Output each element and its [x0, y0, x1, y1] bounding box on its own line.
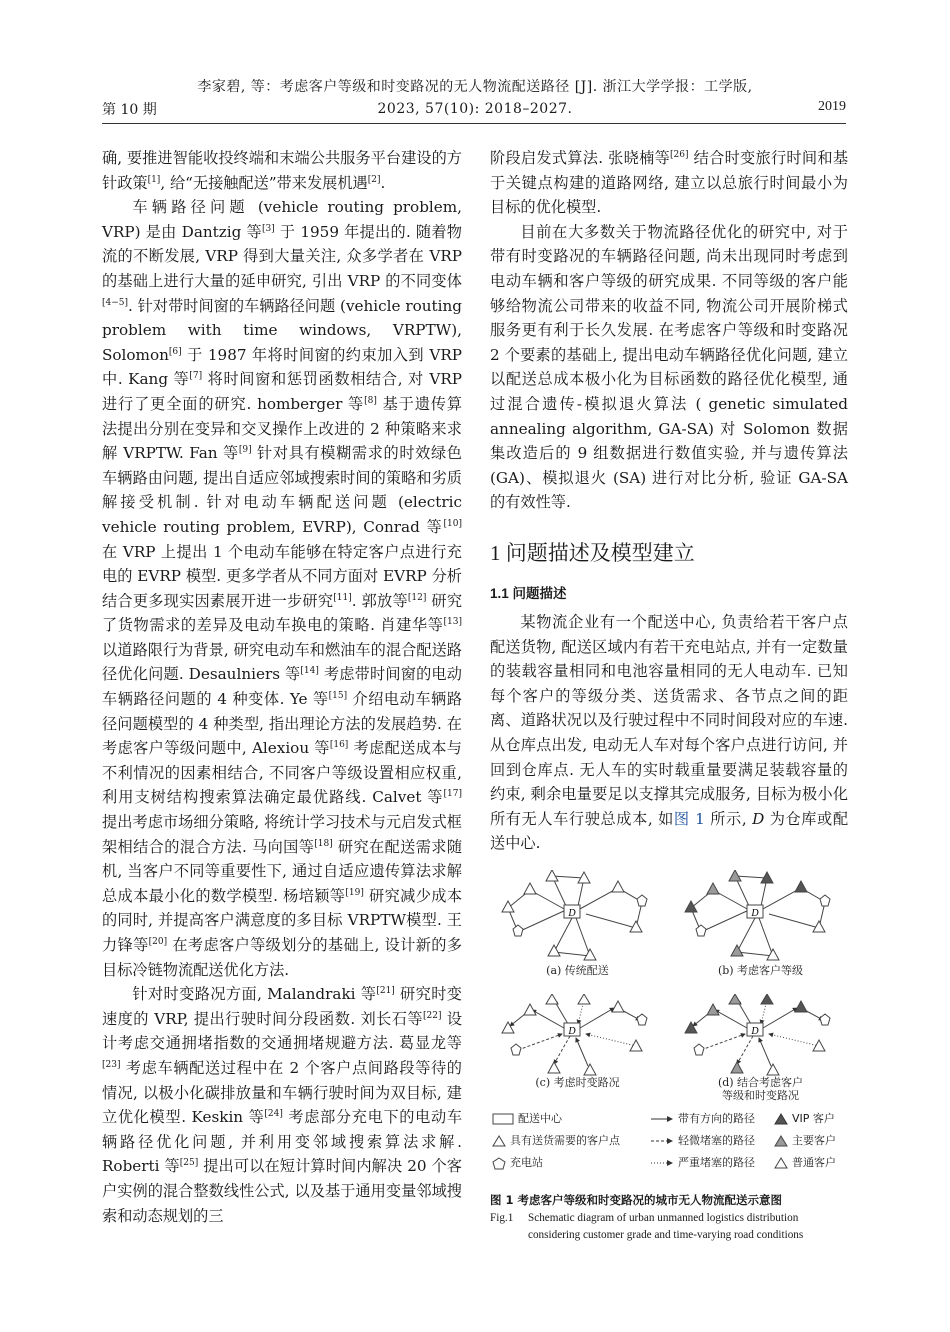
text: 提出可以在短计算时间内解决 20 个客户实例的混合整数线性公式, 以及基于通用变量邻域搜索和动态规划的三	[102, 1157, 462, 1225]
text: 在考虑客户等级划分的基础上, 设计新的多目标冷链物流配送优化方法.	[102, 936, 463, 979]
text: 研究在配送需求随机, 当客户不同等重要性下, 通过自适应遗传算法求解总成本最小化的数学模型. 杨培颖等	[102, 837, 463, 905]
figure-caption-cn: 图 1 考虑客户等级和时变路况的城市无人物流配送示意图	[490, 1193, 783, 1207]
panel-combined	[673, 994, 848, 1106]
panel-caption: (a) 传统配送	[546, 964, 609, 977]
citation-ref[interactable]: [19]	[345, 887, 364, 898]
citation-ref[interactable]: [24]	[264, 1109, 283, 1120]
citation-ref[interactable]: [16]	[329, 740, 349, 751]
text: 车辆路径问题 (vehicle routing problem, VRP) 是由 Dantzig 等	[102, 198, 462, 241]
panel-caption-line-2: 等级和时变路况	[722, 1089, 799, 1102]
solid-arrow-icon	[650, 1115, 674, 1123]
legend-label: 配送中心	[518, 1112, 562, 1125]
citation-ref[interactable]: [11]	[333, 592, 352, 603]
text: 考虑部分充电下的电动车辆路径优化问题, 并利用变邻域搜索算法求解. Roberti 等	[102, 1108, 463, 1176]
page-number: 2019	[818, 99, 846, 114]
network-diagram-d	[673, 994, 848, 1078]
issue-number: 第 10 期	[102, 102, 157, 118]
legend-label: 严重堵塞的路径	[678, 1156, 755, 1169]
text: 提出考虑市场细分策略, 将统计学习技术与元启发式框架相结合的混合方法. 马向国等	[102, 813, 462, 856]
citation-ref[interactable]: [21]	[376, 986, 395, 997]
header-rule	[102, 123, 846, 124]
dashed-arrow-icon	[650, 1137, 674, 1145]
text: 研究减少成本的同时, 并提高客户满意度的多目标 VRPTW模型. 王力锋等	[102, 886, 463, 954]
caption-en-line-1: Schematic diagram of urban unmanned logistics distribution	[528, 1212, 799, 1224]
panel-caption	[673, 1076, 848, 1102]
panel-customer-grade	[673, 870, 848, 982]
text: 以道路限行为背景, 研究电动车和燃油车的混合配送路径优化问题. Desaulniers 等	[102, 640, 462, 684]
citation-ref[interactable]: [25]	[179, 1158, 199, 1169]
figure-caption-en	[490, 1210, 848, 1244]
citation-line-1: 李家碧, 等：考虑客户等级和时变路况的无人物流配送路径 [J]. 浙江大学学报：工学版,	[197, 79, 753, 95]
legend-directed-path	[650, 1110, 755, 1128]
text: 某物流企业有一个配送中心, 负责给若干客户点配送货物, 配送区域内有若干充电站点, 并有一定数量的装载容量相同和电池容量相同的无人电动车. 已知每个客户的等级分类、送货需求、各节点之间的距离、道路状况以及行驶过程中不同时间段对应的车速. 从仓库点出发, 电动无人车对每个客户点进行访问, 并回到仓库点. 无人车的实时载重量要满足装载容量的约束, 剩余电量要足以支撑其完成服务, 目标为极小化所有无人车行驶总成本, 如	[490, 613, 848, 828]
panel-time-varying	[490, 994, 665, 1106]
customer-triangle-icon	[492, 1135, 506, 1147]
citation-line-2: 2023, 57(10): 2018–2027.	[377, 101, 573, 117]
paragraph	[490, 610, 848, 856]
ordinary-triangle-icon	[774, 1157, 788, 1169]
text: 于 1959 年提出的. 随着物流的不断发展, VRP 得到大量关注, 众多学者在 VRP 的基础上进行大量的延申研究, 引出 VRP 的不同变体	[102, 222, 462, 290]
legend-label: 主要客户	[792, 1134, 836, 1147]
citation-ref[interactable]: [23]	[102, 1059, 121, 1070]
citation-ref[interactable]: [8]	[364, 395, 377, 406]
right-column	[490, 146, 848, 856]
text: . 针对带时间窗的车辆路径问题 (vehicle routing problem with time windows, VRPTW), Solomon	[102, 296, 462, 364]
text: , 给“无接触配送”带来发展机遇	[160, 173, 368, 192]
citation-ref[interactable]: [20]	[148, 937, 168, 947]
citation-ref[interactable]: [13]	[443, 617, 462, 628]
citation-ref[interactable]: [9]	[238, 445, 252, 456]
text: 介绍电动车辆路径问题模型的 4 种类型, 指出理论方法的发展趋势. 在考虑客户等级问题中, Alexiou 等	[102, 690, 463, 758]
text: 考虑车辆配送过程中在 2 个客户点间路段等待的情况, 以极小化碳排放量和车辆行驶时间为双目标, 建立优化模型. Keskin 等	[102, 1058, 462, 1127]
text: 于 1987 年将时间窗的约束加入到 VRP 中. Kang 等	[102, 345, 462, 389]
citation-ref[interactable]: [2]	[367, 174, 381, 185]
text: 为仓库或配送中心.	[490, 809, 849, 853]
subsection-heading: 1.1 问题描述	[490, 585, 567, 601]
paragraph: 目前在大多数关于物流路径优化的研究中, 对于带有时变路况的车辆路径问题, 尚未出现同时考虑到电动车辆和客户等级的研究成果. 不同等级的客户能够给物流公司带来的收益不同, 物流公司开展阶梯式服务更有利于长久发展. 在考虑客户等级和时变路况 2 个要素的基础上, 提出电动车辆路径优化问题, 建立以配送总成本极小化为目标函数的路径优化模型, 通过混合遗传-模拟退火算法 ( genetic simulated annealing algorithm, GA-SA) 对 Solomon 数据集改造后的 9 组数据进行数值实验, 并与遗传算法 (GA)、模拟退火 (SA) 进行对比分析, 验证 GA-SA 的有效性等.	[490, 222, 848, 512]
text: 结合时变旅行时间和基于关键点构建的道路网络, 建立以总旅行时间最小为目标的优化模型.	[490, 149, 849, 217]
text: . 郭放等	[351, 591, 408, 610]
article-citation	[150, 76, 800, 120]
citation-ref[interactable]: [26]	[670, 150, 689, 160]
legend-customer	[492, 1132, 620, 1150]
text: 确, 要推进智能收投终端和末端公共服务平台建设的方针政策	[102, 149, 462, 192]
citation-ref[interactable]: [1]	[147, 174, 161, 185]
panel-traditional	[490, 870, 665, 982]
depot-variable: D	[752, 809, 765, 828]
citation-ref[interactable]: [15]	[328, 691, 348, 702]
panel-caption-line-1: (d) 结合考虑客户	[717, 1076, 804, 1089]
paragraph	[102, 982, 462, 1228]
text: 基于遗传算法提出分别在变异和交叉操作上改进的 2 种策略来求解 VRPTW. Fan 等	[102, 394, 463, 463]
citation-ref[interactable]: [22]	[423, 1010, 442, 1021]
text: 研究了货物需求的差异及电动车换电的策略. 肖建华等	[102, 591, 463, 635]
text: 针对具有模糊需求的时效绿色车辆路由问题, 提出自适应邻域搜索时间的策略和劣质解接受机制. 针对电动车辆配送问题 (electric vehicle routing problem, EVRP), Conrad 等	[102, 444, 462, 536]
text: 将时间窗和惩罚函数相结合, 对 VRP 进行了更全面的研究. homberger 等	[102, 370, 462, 413]
legend-label: VIP 客户	[792, 1112, 835, 1125]
depot-label: D	[568, 1026, 576, 1037]
citation-ref[interactable]: [6]	[168, 346, 182, 357]
depot-label: D	[751, 908, 759, 919]
network-diagram-a	[490, 870, 665, 970]
legend-charging	[492, 1154, 543, 1172]
text: 考虑带时间窗的电动车辆路径问题的 4 种变体. Ye 等	[102, 665, 462, 709]
text: 设计考虑交通拥堵指数的交通拥堵规避方法. 葛显龙等	[102, 1009, 463, 1053]
depot-icon	[492, 1113, 514, 1125]
citation-ref[interactable]: [14]	[300, 666, 319, 677]
legend-major	[774, 1132, 836, 1150]
citation-ref[interactable]: [4−5]	[102, 297, 129, 308]
legend-depot	[492, 1110, 562, 1128]
citation-ref[interactable]: [10]	[443, 518, 462, 529]
legend-label: 具有送货需要的客户点	[510, 1134, 620, 1147]
legend-label: 带有方向的路径	[678, 1112, 755, 1125]
charging-station-pentagon-icon	[492, 1157, 506, 1170]
citation-ref[interactable]: [12]	[407, 592, 427, 603]
legend-vip	[774, 1110, 835, 1128]
dotted-arrow-icon	[650, 1159, 674, 1167]
vip-triangle-icon	[774, 1113, 788, 1125]
text: 研究时变速度的 VRP, 提出行驶时间分段函数. 刘长石等	[102, 985, 462, 1028]
text: 阶段启发式算法. 张晓楠等	[490, 149, 671, 167]
legend-heavy-congestion	[650, 1154, 755, 1172]
paragraph	[102, 146, 462, 195]
figure-panels	[490, 870, 848, 1100]
text: 针对时变路况方面, Malandraki 等	[132, 985, 377, 1004]
citation-ref[interactable]: [3]	[261, 223, 275, 234]
citation-ref[interactable]: [18]	[314, 838, 333, 849]
panel-caption: (b) 考虑客户等级	[717, 964, 804, 977]
text: 在 VRP 上提出 1 个电动车能够在特定客户点进行充电的 EVRP 模型. 更多学者从不同方面对 EVRP 分析结合更多现实因素展开进一步研究	[102, 542, 462, 610]
legend-label: 轻微堵塞的路径	[678, 1134, 755, 1147]
depot-label: D	[568, 908, 576, 919]
left-column	[102, 146, 462, 1228]
paragraph	[490, 146, 848, 220]
network-diagram-c	[490, 994, 665, 1078]
legend-label: 普通客户	[792, 1156, 836, 1169]
legend-label: 充电站	[510, 1156, 543, 1169]
section-heading: 1 问题描述及模型建立	[490, 540, 695, 565]
network-diagram-b	[673, 870, 848, 970]
legend-light-congestion	[650, 1132, 755, 1150]
citation-ref[interactable]: [7]	[189, 371, 203, 382]
major-triangle-icon	[774, 1135, 788, 1147]
text: .	[380, 173, 386, 192]
figure-ref-link[interactable]: 图 1	[673, 809, 705, 828]
figure-1	[490, 870, 848, 1241]
depot-label: D	[751, 1026, 759, 1037]
text: 考虑配送成本与不利情况的因素相结合, 不同客户等级设置相应权重, 利用支树结构搜索算法确定最优路线. Calvet 等	[102, 739, 462, 807]
panel-caption: (c) 考虑时变路况	[535, 1076, 620, 1089]
text: 所示,	[704, 809, 753, 828]
legend-ordinary	[774, 1154, 836, 1172]
figure-label-en: Fig.1	[490, 1212, 514, 1224]
caption-en-line-2: considering customer grade and time-varying road conditions	[528, 1229, 804, 1241]
paragraph	[102, 195, 462, 982]
citation-ref[interactable]: [17]	[443, 789, 462, 800]
